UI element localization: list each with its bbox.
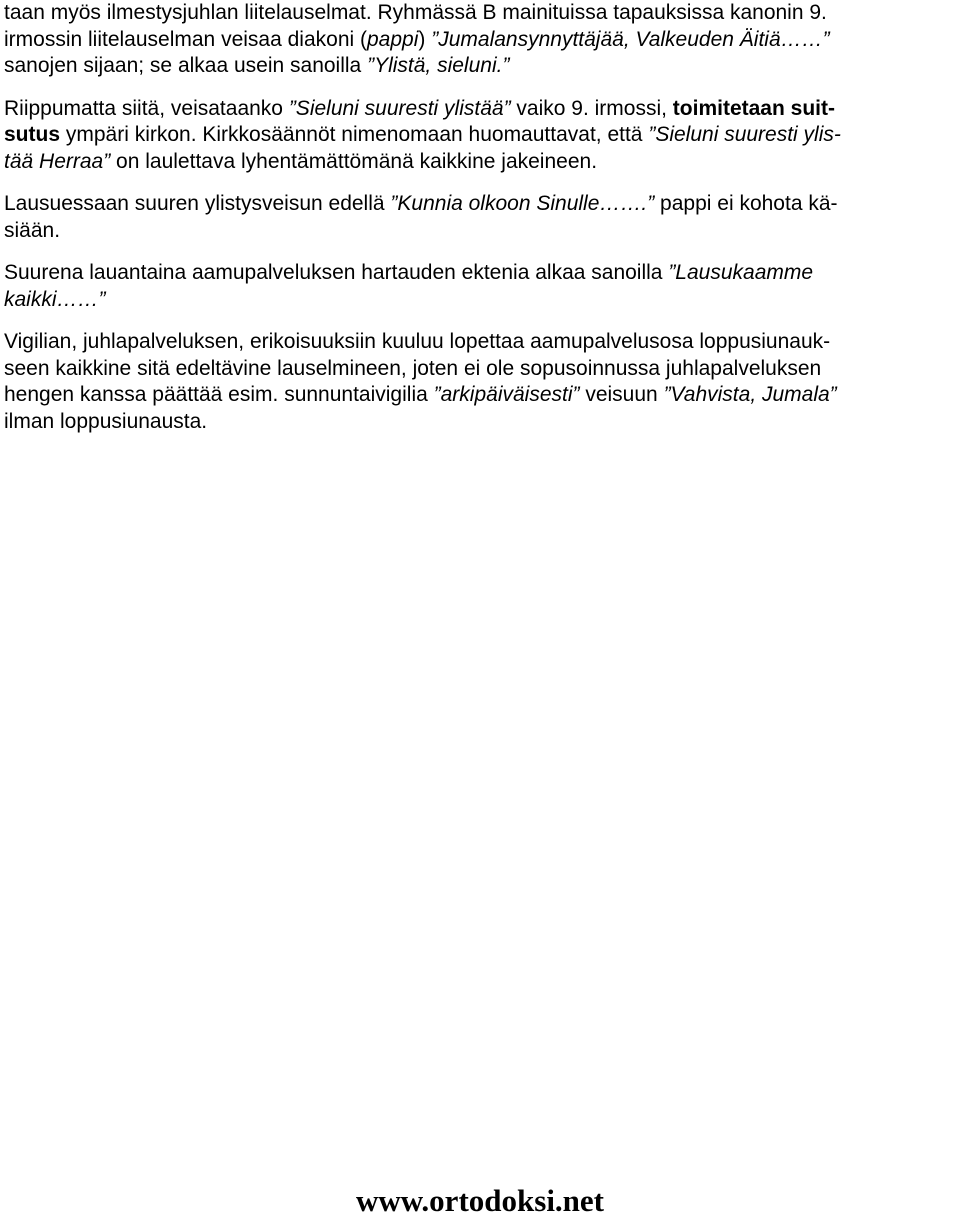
text-run: seen kaikkine sitä edeltävine lauselmineen, joten ei ole sopusoinnussa juhlapalveluksen — [4, 356, 822, 380]
text-line — [4, 260, 952, 287]
text-line — [4, 96, 952, 123]
bold-run: sutus — [4, 123, 61, 146]
italic-run: pappi — [367, 27, 419, 51]
italic-quote: ”Sieluni suuresti ylis- — [648, 123, 841, 146]
text-run: siään. — [4, 218, 61, 242]
text-line — [4, 287, 952, 314]
text-run: taan myös ilmestysjuhlan liitelauselmat. Ryhmässä B mainituissa tapauksissa kanonin 9. — [4, 1, 827, 24]
text-line — [4, 149, 952, 176]
paragraph-continuation — [4, 0, 952, 80]
text-run: Vigilian, juhlapalveluksen, erikoisuuksiin kuuluu lopettaa aamupalvelusosa loppusiunauk- — [4, 330, 831, 353]
italic-quote: ”Lausukaamme — [668, 261, 814, 284]
document-body — [4, 0, 952, 435]
text-run: Suurena lauantaina aamupalveluksen hartauden ektenia alkaa sanoilla — [4, 261, 669, 284]
text-run: veisuun — [579, 383, 664, 406]
text-run: irmossin liitelauselman veisaa diakoni ( — [4, 27, 367, 51]
italic-quote: ”Vahvista, Jumala” — [663, 383, 837, 406]
italic-quote: kaikki……” — [4, 287, 106, 311]
text-run: sanojen sijaan; se alkaa usein sanoilla — [4, 54, 368, 77]
text-run: Riippumatta siitä, veisataanko — [4, 96, 289, 120]
italic-quote: tää Herraa” — [4, 149, 111, 173]
text-run: hengen kanssa päättää esim. sunnuntaivigilia — [4, 383, 434, 406]
text-line — [4, 27, 952, 54]
italic-quote: ”Ylistä, sieluni.” — [367, 54, 510, 77]
text-line — [4, 191, 952, 218]
italic-quote: ”Kunnia olkoon Sinulle…….” — [390, 192, 655, 215]
text-line — [4, 218, 952, 245]
paragraph-vigil — [4, 329, 952, 435]
text-line — [4, 53, 952, 80]
text-line — [4, 122, 952, 149]
paragraph-holy-saturday — [4, 260, 952, 313]
italic-quote: ”Sieluni suuresti ylistää” — [288, 96, 511, 120]
bold-run: toimitetaan suit- — [672, 96, 835, 120]
text-line — [4, 0, 952, 27]
text-run: ympäri kirkon. Kirkkosäännöt nimenomaan huomauttavat, että — [60, 123, 649, 146]
text-run: ilman loppusiunausta. — [4, 409, 208, 433]
text-run: Lausuessaan suuren ylistysveisun edellä — [4, 192, 391, 215]
text-run: ) — [418, 27, 432, 51]
paragraph-great-doxology — [4, 191, 952, 244]
text-line — [4, 356, 952, 383]
text-run: vaiko 9. irmossi, — [510, 96, 673, 120]
footer-url: www.ortodoksi.net — [355, 1183, 604, 1218]
italic-quote: ”arkipäiväisesti” — [433, 383, 580, 406]
text-line — [4, 382, 952, 409]
text-run: pappi ei kohota kä- — [654, 192, 838, 215]
italic-quote: ”Jumalansynnyttäjää, Valkeuden Äitiä……” — [431, 27, 830, 51]
text-line — [4, 329, 952, 356]
text-run: on laulettava lyhentämättömänä kaikkine jakeineen. — [110, 149, 598, 173]
text-line — [4, 409, 952, 436]
paragraph-censing — [4, 96, 952, 176]
